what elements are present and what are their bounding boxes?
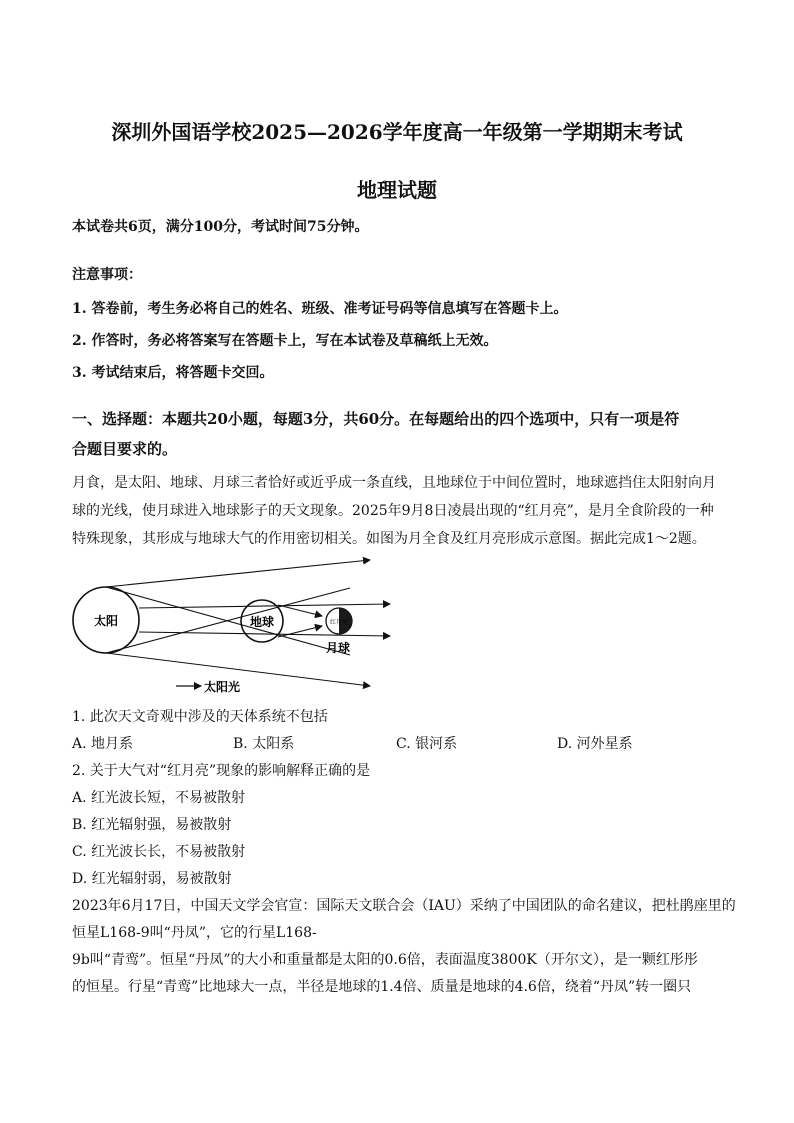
- section-heading-cont: 合题目要求的。: [72, 440, 178, 458]
- note-item: 1. 答卷前，考生务必将自己的姓名、班级、准考证号码等信息填写在答题卡上。: [72, 301, 568, 317]
- exam-title: 深圳外国语学校2025—2026学年度高一年级第一学期期末考试: [111, 120, 683, 144]
- earth-label: 地球: [250, 615, 275, 629]
- question-1-option-a[interactable]: A. 地月系: [72, 736, 134, 752]
- sunlight-ray: [106, 560, 370, 587]
- passage-line: 特殊现象，其形成与地球大气的作用密切相关。如图为月全食及红月亮形成示意图。据此完成1～2题。: [72, 531, 706, 547]
- refracted-ray: [278, 605, 322, 616]
- section-heading: 一、选择题：本题共20小题，每题3分，共60分。在每题给出的四个选项中，只有一项是符: [72, 410, 680, 428]
- question-2-option-c[interactable]: C. 红光波长长，不易被散射: [72, 844, 246, 860]
- question-2-option-a[interactable]: A. 红光波长短，不易被散射: [72, 790, 246, 806]
- exam-summary: 本试卷共6页，满分100分，考试时间75分钟。: [72, 219, 369, 235]
- passage-line: 的恒星。行星“青鸾”比地球大一点，半径是地球的1.4倍、质量是地球的4.6倍，绕着“丹凤”转一圈只: [72, 979, 692, 995]
- question-2-stem: 2. 关于大气对“红月亮”现象的影响解释正确的是: [72, 763, 371, 779]
- legend-label: 太阳光: [204, 680, 241, 694]
- question-1-option-d[interactable]: D. 河外星系: [557, 736, 633, 752]
- question-1-stem: 1. 此次天文奇观中涉及的天体系统不包括: [72, 709, 328, 725]
- passage-line: 球的光线，使月球进入地球影子的天文现象。2025年9月8日凌晨出现的“红月亮”，是月全食阶段的一种: [72, 503, 714, 519]
- lunar-eclipse-diagram: [60, 550, 410, 700]
- question-1-option-b[interactable]: B. 太阳系: [233, 736, 295, 752]
- note-item: 3. 考试结束后，将答题卡交回。: [72, 365, 274, 381]
- question-2-option-d[interactable]: D. 红光辐射弱，易被散射: [72, 871, 232, 887]
- red-moon-label: 红月亮: [330, 619, 349, 626]
- sun-label: 太阳: [94, 614, 119, 628]
- passage-line: 9b叫“青鸾”。恒星“丹凤”的大小和重量都是太阳的0.6倍，表面温度3800K（开尔文），是一颗红彤彤: [72, 952, 698, 968]
- notes-heading: 注意事项：: [72, 267, 142, 283]
- question-1-option-c[interactable]: C. 银河系: [396, 736, 458, 752]
- question-2-option-b[interactable]: B. 红光辐射强，易被散射: [72, 817, 232, 833]
- exam-subtitle: 地理试题: [357, 178, 437, 202]
- passage-line: 恒星L168-9叫“丹凤”，它的行星L168-: [72, 925, 317, 941]
- passage-line: 月食，是太阳、地球、月球三者恰好或近乎成一条直线，且地球位于中间位置时，地球遮挡住太阳射向月: [72, 475, 716, 491]
- note-item: 2. 作答时，务必将答案写在答题卡上，写在本试卷及草稿纸上无效。: [72, 333, 498, 349]
- moon-label: 月球: [326, 641, 351, 655]
- passage-line: 2023年6月17日，中国天文学会官宣：国际天文联合会（IAU）采纳了中国团队的命名建议，把杜鹃座里的: [72, 898, 736, 914]
